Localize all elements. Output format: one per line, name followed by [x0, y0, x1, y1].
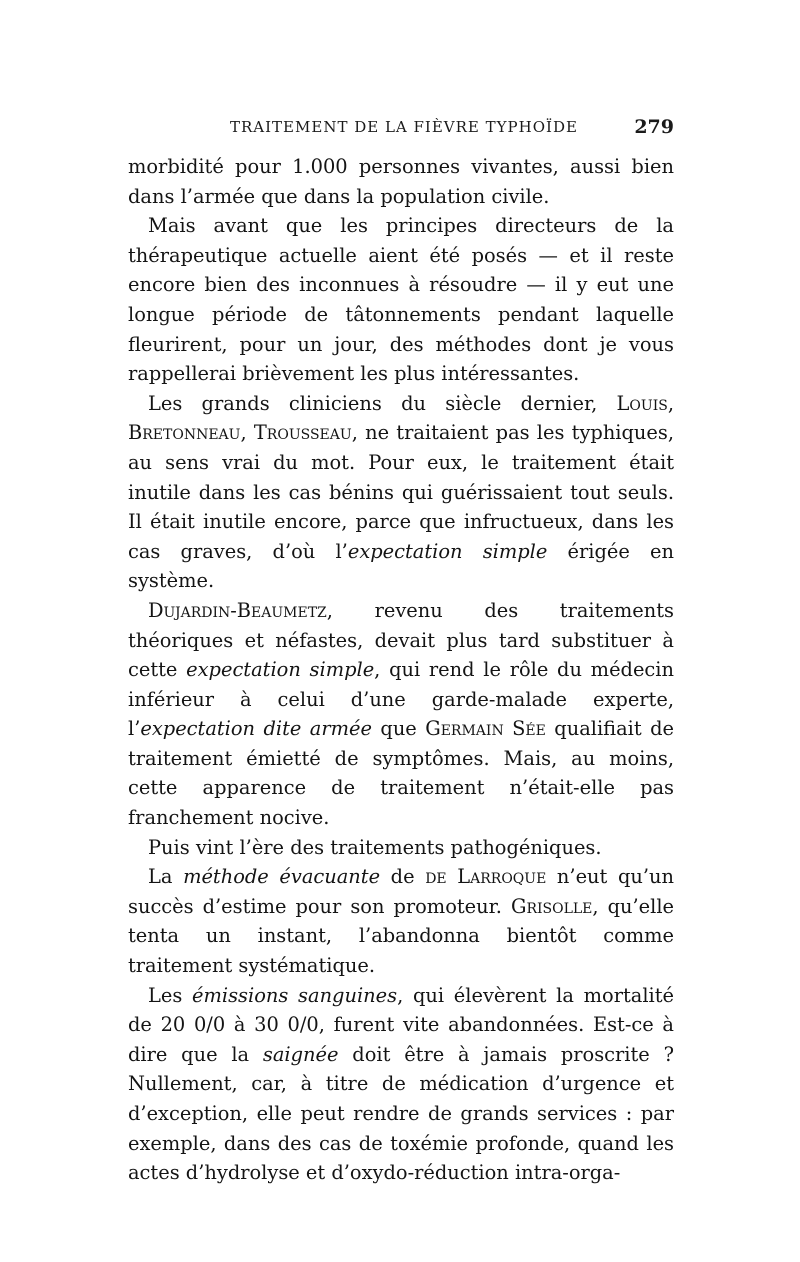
- emphasis: méthode évacuante: [183, 865, 381, 889]
- text-run: , ne traitaient pas les typhiques, au sens vrai du mot. Pour eux, le traitement était inutile dans les cas bénins qui guérissaient tout seuls. Il était inutile encore, parce que infructueux, dans les cas graves, d’où l’: [128, 421, 675, 563]
- paragraph: [128, 862, 674, 980]
- author-name: Dujardin-Beaumetz: [148, 598, 327, 622]
- running-title: TRAITEMENT DE LA FIÈVRE TYPHOÏDE: [230, 118, 578, 136]
- body-text: [128, 152, 674, 1188]
- running-head: [126, 116, 674, 142]
- text-run: n’eut qu’un succès d’estime pour son promoteur.: [128, 865, 674, 918]
- text-run: ,: [240, 421, 254, 445]
- emphasis: émissions sanguines: [192, 983, 398, 1007]
- text-run: Les: [148, 983, 193, 1007]
- emphasis: saignée: [262, 1042, 339, 1066]
- author-name: de Larroque: [425, 865, 547, 889]
- author-name: Grisolle: [510, 894, 593, 918]
- paragraph: [128, 389, 674, 596]
- text-run: , revenu des traitements théoriques et néfastes, devait plus tard substituer à cette: [128, 598, 674, 682]
- paragraph: [128, 833, 674, 863]
- emphasis: expectation simple: [347, 539, 548, 563]
- text-run: , qui élevèrent la mortalité de 20 0/0 à 30 0/0, furent vite abandonnées. Est-ce à dire que la: [128, 983, 674, 1066]
- paragraph: [128, 211, 674, 389]
- text-run: , qui rend le rôle du médecin inférieur à celui d’une garde-malade experte, l’: [128, 658, 674, 741]
- text-run: Les grands cliniciens du siècle dernier,: [148, 391, 617, 415]
- text-run: , qu’elle tenta un instant, l’abandonna bientôt comme traitement systématique.: [128, 894, 675, 978]
- paragraph: [128, 981, 674, 1188]
- text-run: de: [380, 865, 426, 889]
- text-run: Puis vint l’ère des traitements pathogéniques.: [148, 835, 602, 859]
- author-name: Trousseau: [253, 421, 352, 445]
- text-run: La: [148, 865, 184, 889]
- text-run: érigée en système.: [128, 539, 674, 593]
- emphasis: expectation simple: [186, 658, 375, 682]
- text-run: morbidité pour 1.000 personnes vivantes, aussi bien dans l’armée que dans la population civile.: [128, 155, 674, 208]
- text-run: ,: [667, 391, 674, 415]
- text-run: qualifiait de traitement émietté de symptômes. Mais, au moins, cette apparence de traitement n’était-elle pas franchement nocive.: [128, 717, 674, 830]
- text-run: que: [371, 717, 426, 741]
- emphasis: expectation dite armée: [140, 717, 372, 741]
- paragraph: [128, 596, 674, 833]
- author-name: Louis: [616, 391, 668, 415]
- page-number: 279: [634, 116, 674, 138]
- author-name: Germain Sée: [425, 717, 546, 741]
- author-name: Bretonneau: [128, 421, 241, 445]
- text-run: Mais avant que les principes directeurs de la thérapeutique actuelle aient été posés — et il reste encore bien des inconnues à résoudre — il y eut une longue période de tâtonnements pendant laquelle fleurirent, pour un jour, des méthodes dont je vous rappellerai brièvement les plus intéressantes.: [128, 214, 674, 386]
- paragraph: [128, 152, 674, 211]
- text-run: doit être à jamais proscrite ? Nullement, car, à titre de médication d’urgence et d’exception, elle peut rendre de grands services : par exemple, dans des cas de toxémie profonde, quand les actes d’hydrolyse et d’oxydo-réduction intra-orga-: [128, 1042, 674, 1185]
